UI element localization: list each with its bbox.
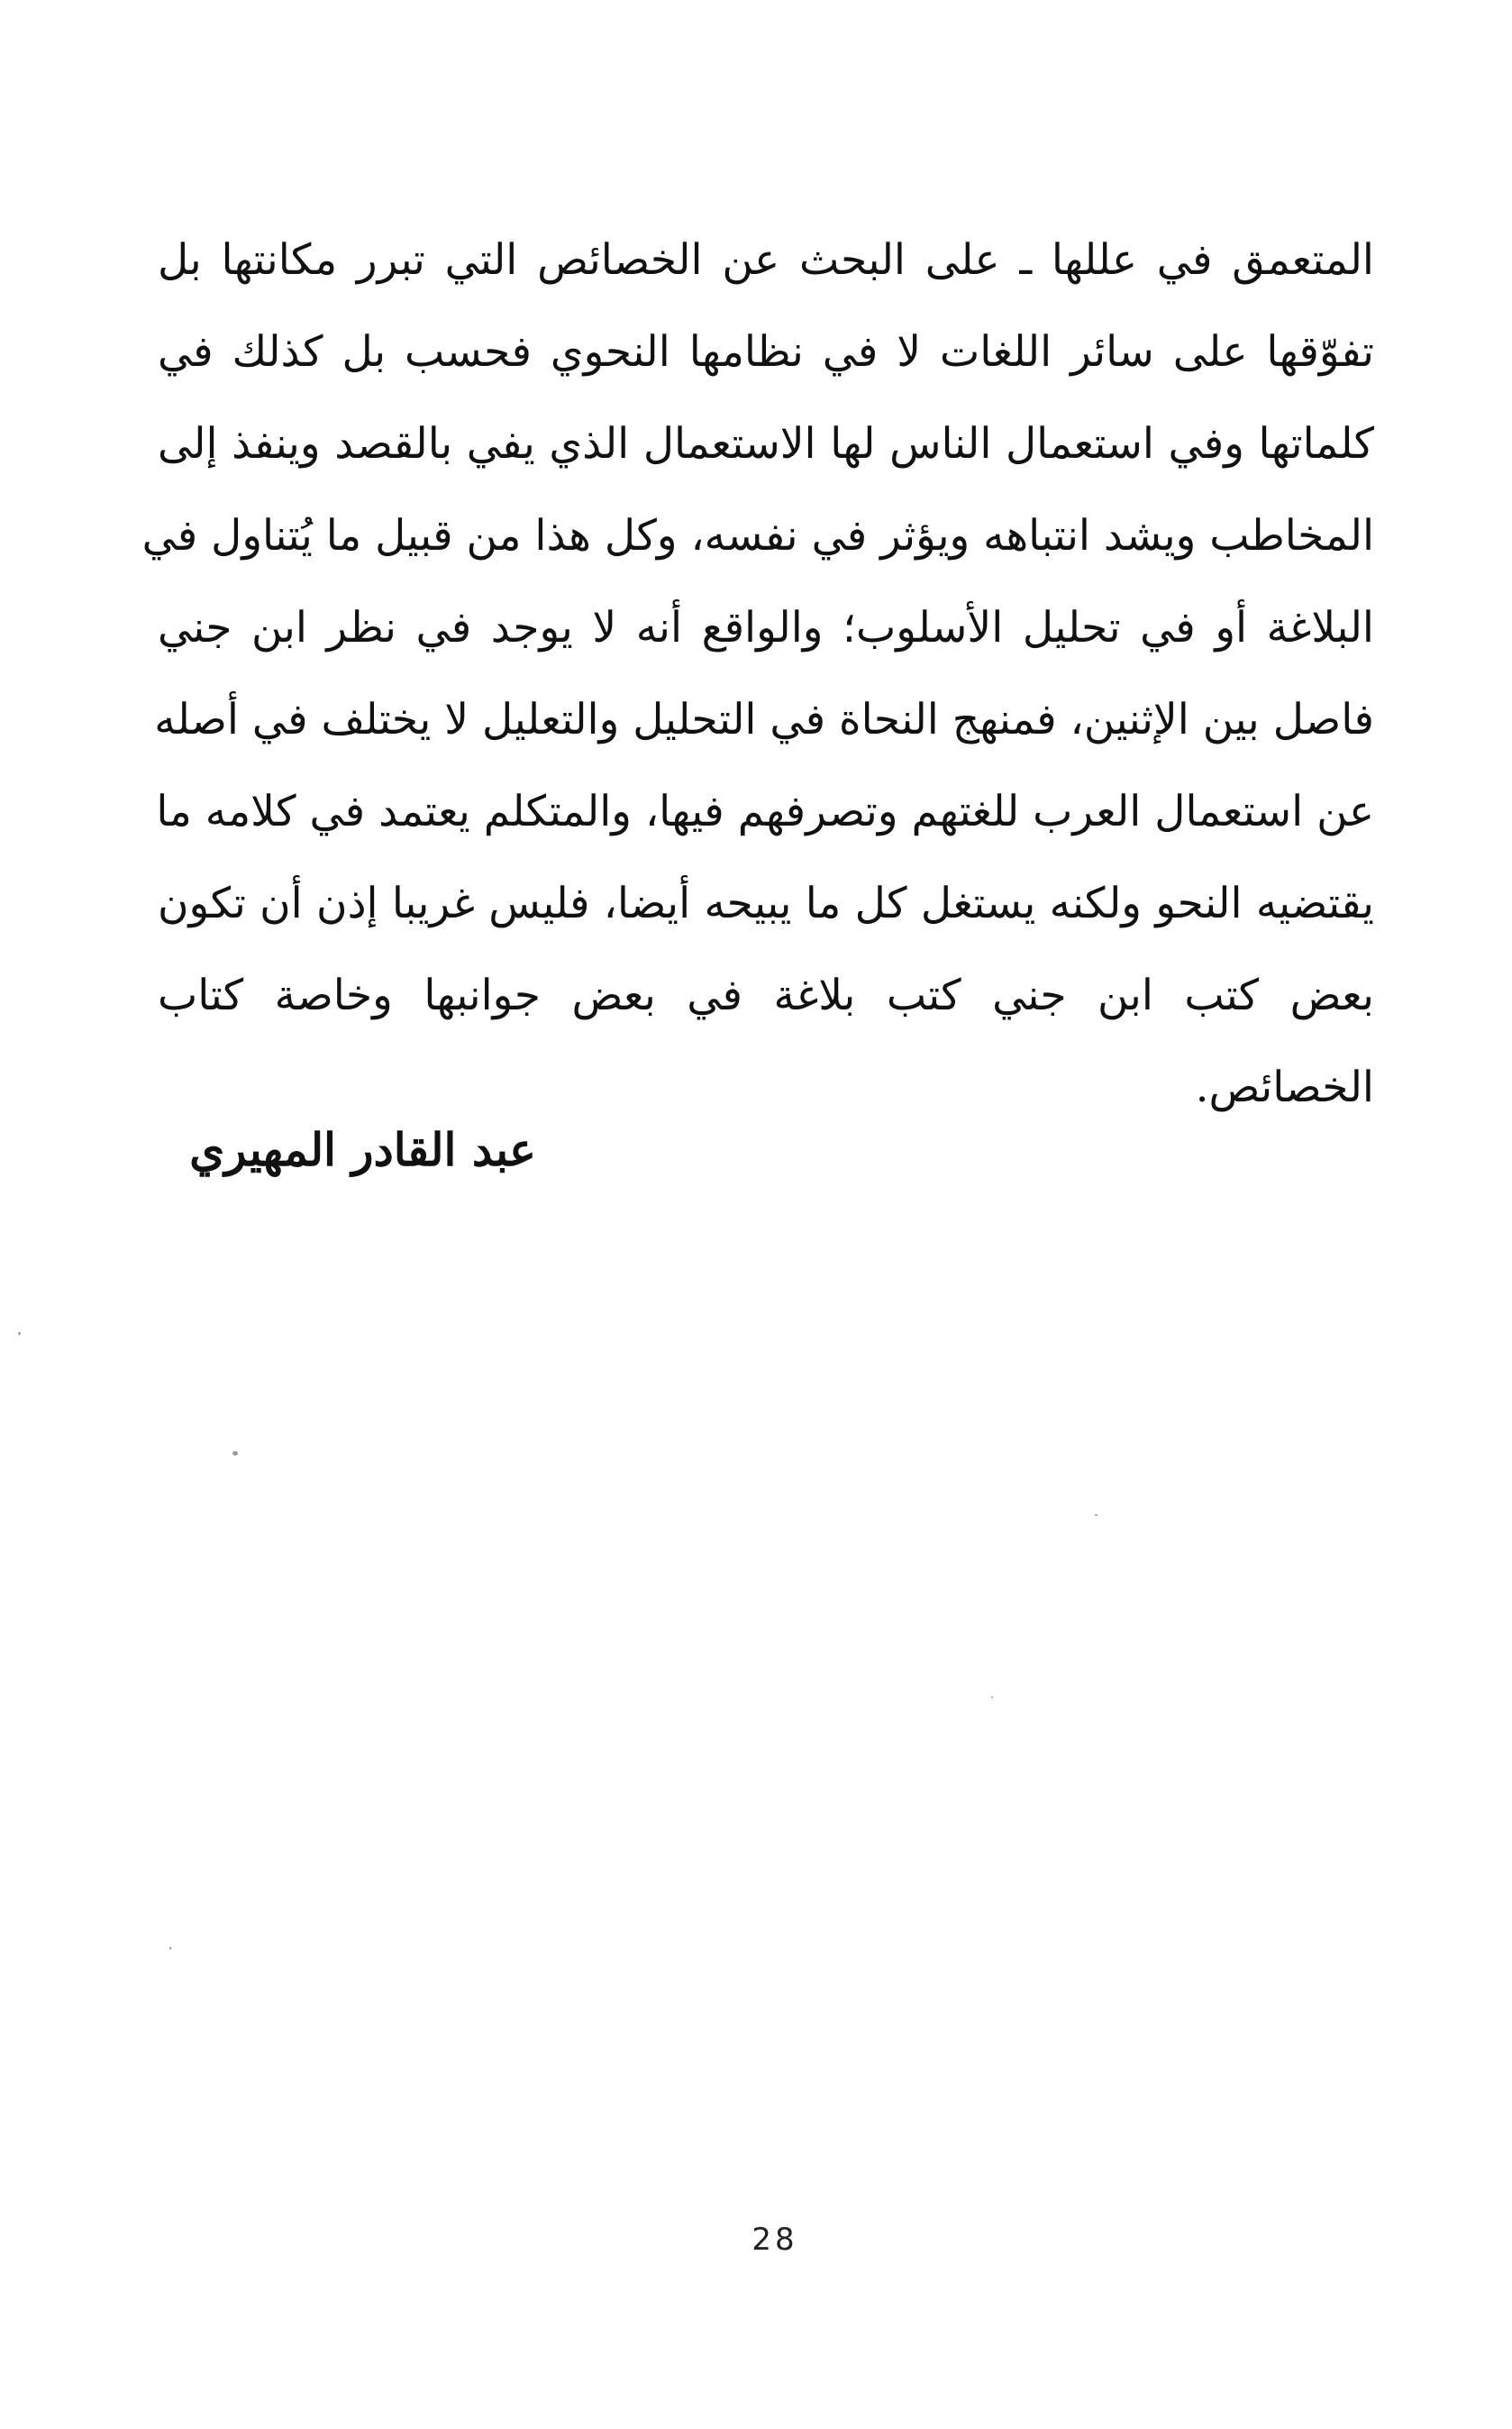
page-number: 28	[751, 2222, 798, 2258]
text-line: المتعمق في عللها ـ على البحث عن الخصائص التي تبرر مكانتها بل	[158, 235, 1374, 285]
scan-speck	[991, 1696, 993, 1698]
text-line: المخاطب ويشد انتباهه ويؤثر في نفسه، وكل هذا من قبيل ما يُتناول في	[141, 511, 1374, 561]
text-line: تفوّقها على سائر اللغات لا في نظامها النحوي فحسب بل كذلك في	[158, 327, 1374, 377]
scan-speck	[1095, 1514, 1098, 1516]
scan-speck	[169, 1947, 171, 1950]
scan-speck	[18, 1332, 21, 1335]
text-line: يقتضيه النحو ولكنه يستغل كل ما يبيحه أيضا، فليس غريبا إذن أن تكون	[158, 879, 1374, 928]
text-line: بعض كتب ابن جني كتب بلاغة في بعض جوانبها وخاصة كتاب	[158, 971, 1374, 1020]
scan-speck	[232, 1451, 238, 1456]
text-line: البلاغة أو في تحليل الأسلوب؛ والواقع أنه لا يوجد في نظر ابن جني	[158, 603, 1374, 653]
author-signature: عبد القادر المهيري	[189, 1123, 536, 1176]
text-line: عن استعمال العرب للغتهم وتصرفهم فيها، والمتكلم يعتمد في كلامه ما	[156, 787, 1374, 836]
text-line: فاصل بين الإثنين، فمنهج النحاة في التحليل والتعليل لا يختلف في أصله	[154, 695, 1374, 744]
text-line-final: الخصائص.	[1195, 1063, 1374, 1112]
body-paragraph	[141, 215, 1374, 1134]
text-line: كلماتها وفي استعمال الناس لها الاستعمال الذي يفي بالقصد وينفذ إلى	[158, 419, 1374, 469]
